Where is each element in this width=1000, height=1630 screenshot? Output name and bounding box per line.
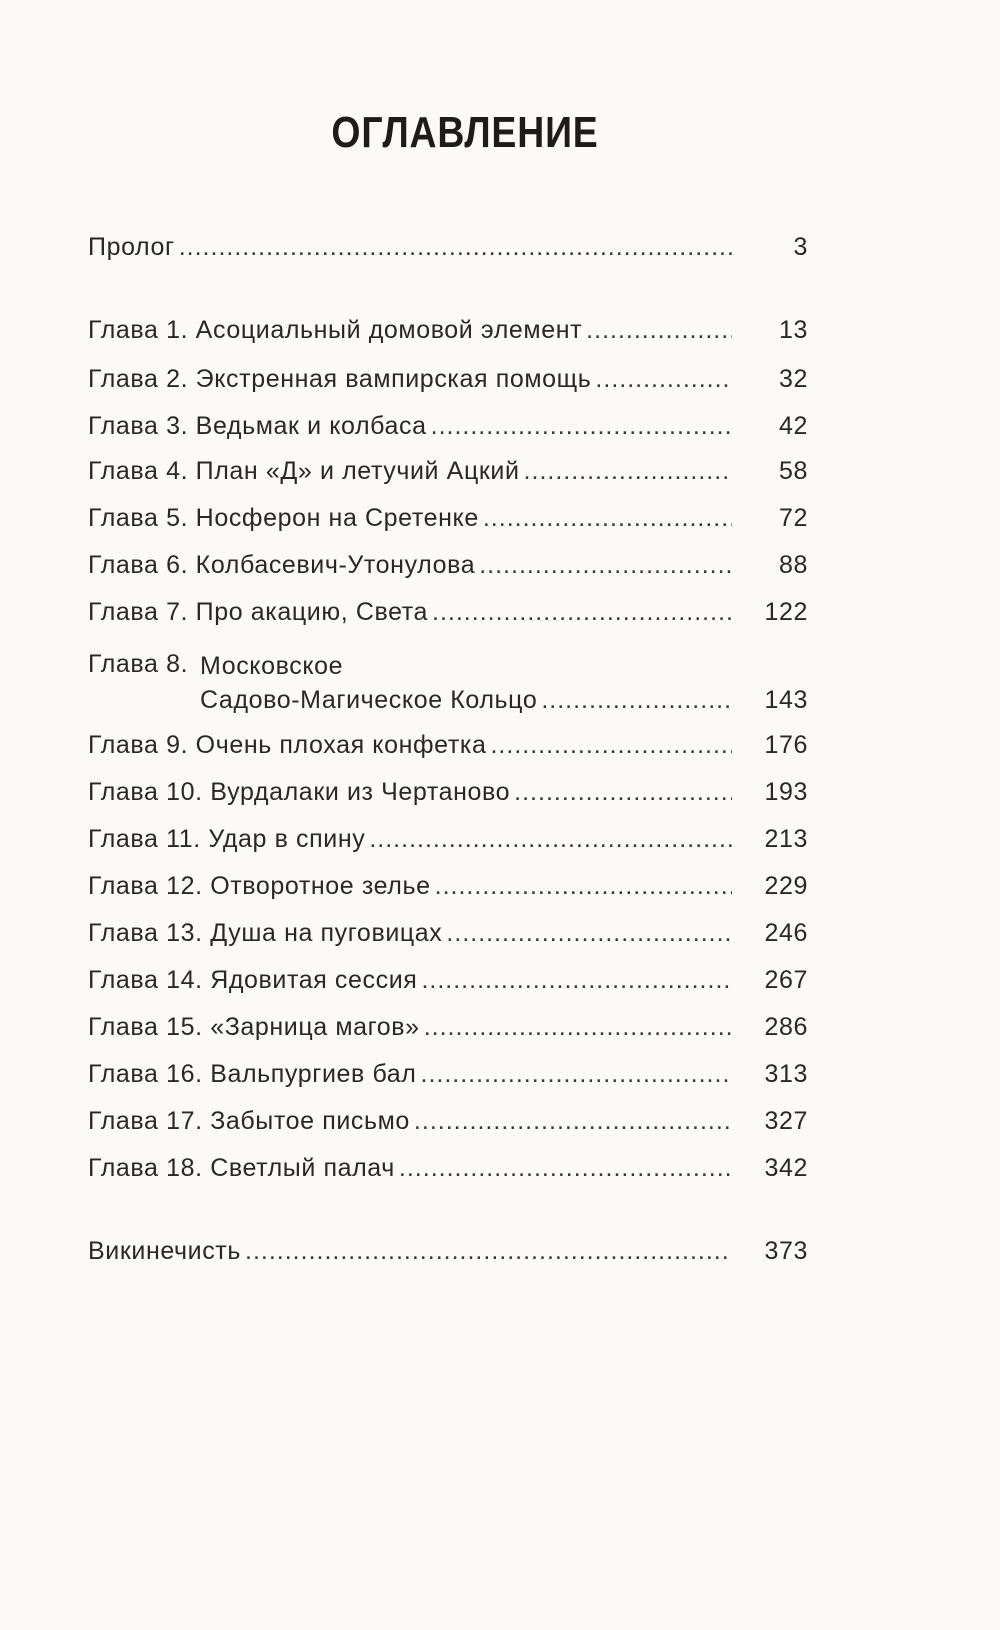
page-number: 32 <box>778 365 808 393</box>
dot-leader <box>399 1154 732 1183</box>
toc-entry-chapter[interactable] <box>88 778 808 812</box>
chapter-prefix: Глава 14. <box>88 966 203 994</box>
chapter-prefix: Глава 9. <box>88 731 189 759</box>
chapter-prefix: Глава 13. <box>88 919 203 947</box>
toc-entry-chapter[interactable] <box>88 457 808 491</box>
chapter-title: Удар в спину <box>208 825 366 853</box>
page-number: 286 <box>764 1013 808 1041</box>
chapter-title: Забытое письмо <box>210 1107 410 1135</box>
chapter-title: Очень плохая конфетка <box>195 731 487 759</box>
chapter-prefix: Глава 12. <box>88 872 203 900</box>
dot-leader <box>245 1237 732 1266</box>
page-number: 3 <box>793 233 808 261</box>
chapter-prefix: Глава 17. <box>88 1107 203 1135</box>
toc-entry-chapter[interactable] <box>88 316 808 350</box>
dot-leader <box>490 731 732 760</box>
dot-leader <box>424 1013 732 1042</box>
page-number: 373 <box>764 1237 808 1265</box>
page-number: 229 <box>764 872 808 900</box>
chapter-title-line1: Московское <box>200 652 344 680</box>
page-number: 58 <box>778 457 808 485</box>
toc-entry-chapter[interactable] <box>88 1060 808 1094</box>
chapter-prefix: Глава 2. <box>88 365 189 393</box>
chapter-title: Экстренная вампирская помощь <box>195 365 592 393</box>
chapter-title: Про акацию, Света <box>195 598 429 626</box>
page-number: 122 <box>764 598 808 626</box>
dot-leader <box>524 457 732 486</box>
page-title: ОГЛАВЛЕНИЕ <box>331 108 599 157</box>
chapter-prefix: Глава 3. <box>88 412 189 440</box>
toc-entry-chapter[interactable] <box>88 598 808 632</box>
chapter-title: «Зарница магов» <box>210 1013 420 1041</box>
page-number: 42 <box>778 412 808 440</box>
page-number: 246 <box>764 919 808 947</box>
chapter-prefix: Глава 10. <box>88 778 203 806</box>
page-number: 72 <box>778 504 808 532</box>
dot-leader <box>435 872 732 901</box>
page-number: 327 <box>764 1107 808 1135</box>
toc-entry-chapter[interactable] <box>88 966 808 1000</box>
entry-title: Пролог <box>88 233 175 261</box>
chapter-prefix: Глава 18. <box>88 1154 203 1182</box>
chapter-title: Душа на пуговицах <box>210 919 443 947</box>
dot-leader <box>369 825 732 854</box>
dot-leader <box>421 966 732 995</box>
chapter-prefix: Глава 15. <box>88 1013 203 1041</box>
toc-entry-chapter[interactable] <box>88 872 808 906</box>
toc-entry-chapter[interactable] <box>88 365 808 399</box>
chapter-prefix: Глава 7. <box>88 598 189 626</box>
chapter-prefix: Глава 8. <box>88 650 189 678</box>
toc-entry-prologue[interactable] <box>88 233 808 267</box>
chapter-prefix: Глава 1. <box>88 316 189 344</box>
dot-leader <box>414 1107 732 1136</box>
chapter-title: Вурдалаки из Чертаново <box>210 778 511 806</box>
chapter-prefix: Глава 6. <box>88 551 189 579</box>
page-number: 267 <box>764 966 808 994</box>
page-number: 88 <box>778 551 808 579</box>
toc-entry-chapter[interactable] <box>88 504 808 538</box>
chapter-title: Садово-Магическое Кольцо <box>200 686 538 714</box>
toc-entry-chapter-8-line1 <box>88 650 344 680</box>
dot-leader <box>595 365 732 394</box>
toc-entry-chapter[interactable] <box>88 731 808 765</box>
chapter-title: Вальпургиев бал <box>210 1060 417 1088</box>
page-number: 213 <box>764 825 808 853</box>
toc-entry-chapter[interactable] <box>88 412 808 446</box>
toc-entry-chapter[interactable] <box>88 825 808 859</box>
chapter-prefix: Глава 5. <box>88 504 189 532</box>
toc-entry-chapter[interactable] <box>88 551 808 585</box>
chapter-title: План «Д» и летучий Ацкий <box>195 457 520 485</box>
page-number: 342 <box>764 1154 808 1182</box>
dot-leader <box>431 412 732 441</box>
dot-leader <box>514 778 732 807</box>
toc-entry-chapter[interactable] <box>88 1154 808 1188</box>
chapter-title: Колбасевич-Утонулова <box>195 551 476 579</box>
dot-leader <box>446 919 732 948</box>
entry-title: Викинечисть <box>88 1237 241 1265</box>
chapter-title: Асоциальный домовой элемент <box>195 316 583 344</box>
dot-leader <box>421 1060 733 1089</box>
dot-leader <box>586 316 732 345</box>
toc-entry-chapter[interactable] <box>88 1107 808 1141</box>
chapter-title: Отворотное зелье <box>210 872 431 900</box>
chapter-title: Носферон на Сретенке <box>195 504 479 532</box>
toc-entry-chapter[interactable] <box>200 686 808 720</box>
page-number: 13 <box>778 316 808 344</box>
page-number: 193 <box>764 778 808 806</box>
chapter-title: Ядовитая сессия <box>210 966 418 994</box>
toc-entry-chapter[interactable] <box>88 919 808 953</box>
dot-leader <box>432 598 732 627</box>
chapter-title: Ведьмак и колбаса <box>195 412 427 440</box>
chapter-prefix: Глава 11. <box>88 825 201 853</box>
dot-leader <box>479 551 732 580</box>
dot-leader <box>179 233 732 262</box>
dot-leader <box>541 686 732 715</box>
dot-leader <box>483 504 732 533</box>
chapter-title: Светлый палач <box>210 1154 395 1182</box>
page-number: 143 <box>764 686 808 714</box>
toc-entry-epilogue[interactable] <box>88 1237 808 1271</box>
page-number: 176 <box>764 731 808 759</box>
chapter-prefix: Глава 4. <box>88 457 189 485</box>
chapter-prefix: Глава 16. <box>88 1060 203 1088</box>
toc-entry-chapter[interactable] <box>88 1013 808 1047</box>
page-number: 313 <box>764 1060 808 1088</box>
